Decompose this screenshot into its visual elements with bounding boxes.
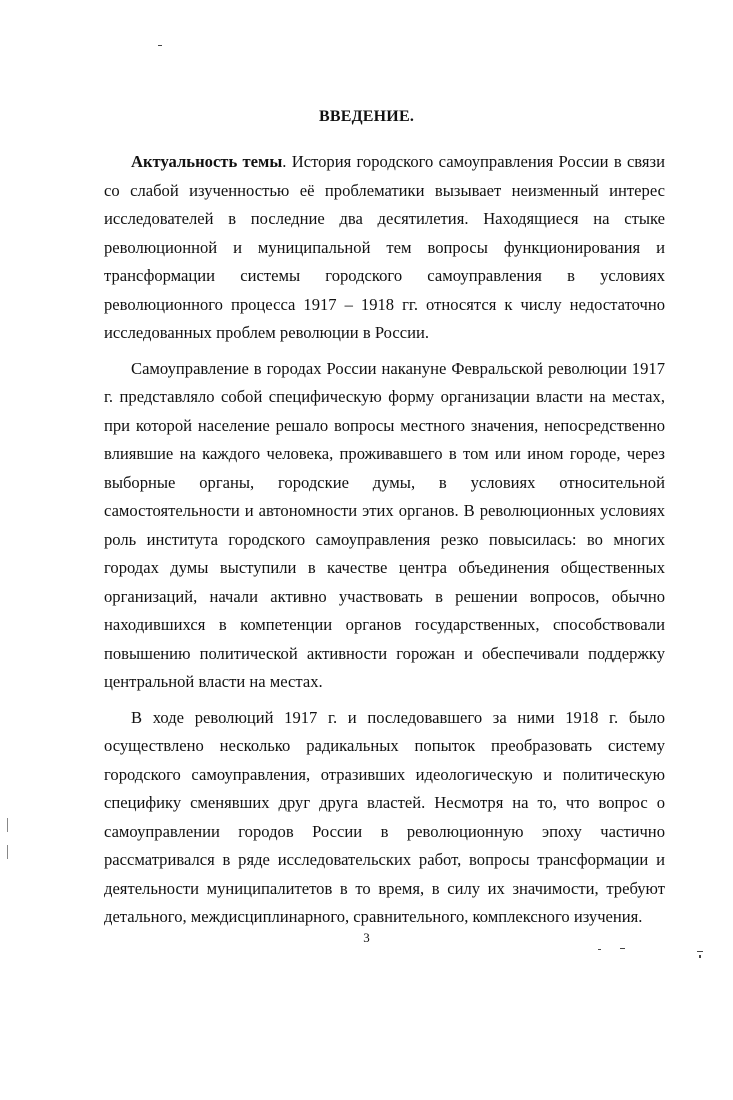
scan-speck xyxy=(158,45,162,46)
scan-margin-mark xyxy=(7,845,8,859)
paragraph-text: . История городского самоуправления России в связи со слабой изученностью её проблематики вызывает неизменный интерес исследователей в последние два десятилетия. Находящиеся на стыке революционной и муниципальной тем вопросы функционирования и трансформации системы городского самоуправления в условиях революционного процесса 1917 – 1918 гг. относятся к числу недостаточно исследованных проблем революции в России. xyxy=(104,152,665,342)
scan-speck xyxy=(697,951,703,952)
page-number: 3 xyxy=(363,930,370,945)
paragraph-revolutions: В ходе революций 1917 г. и последовавшего за ними 1918 г. было осуществлено несколько радикальных попыток преобразовать систему городского самоуправления, отразивших идеологическую и политическую специфику сменявших друг друга властей. Несмотря на то, что вопрос о самоуправлении городов России в революционную эпоху частично рассматривался в ряде исследовательских работ, вопросы трансформации и деятельности муниципалитетов в то время, в силу их значимости, требуют детального, междисциплинарного, сравнительного, комплексного изучения. xyxy=(104,707,665,926)
paragraph-self-government: Самоуправление в городах России накануне Февральской революции 1917 г. представляло собой специфическую форму организации власти на местах, при которой население решало вопросы местного значения, непосредственно влиявшие на каждого человека, проживавшего в том или ином городе, через выборные органы, городские думы, в условиях относительной самостоятельности и автономности этих органов. В революционных условиях роль института городского самоуправления резко повысилась: во многих городах думы выступили в качестве центра объединения общественных организаций, начали активно участвовать в решении вопросов, обычно находившихся в компетенции органов государственных, способствовали повышению политической активности горожан и обеспечивали поддержку центральной власти на местах. xyxy=(104,358,665,691)
body-text xyxy=(104,148,665,939)
paragraph-lead: Актуальность темы xyxy=(131,152,283,171)
scan-margin-mark xyxy=(7,818,8,832)
scan-speck xyxy=(598,949,601,950)
scan-speck xyxy=(699,955,701,958)
paragraph-relevance xyxy=(104,148,665,348)
chapter-heading: ВВЕДЕНИЕ. xyxy=(318,108,415,125)
scan-speck xyxy=(620,948,625,949)
